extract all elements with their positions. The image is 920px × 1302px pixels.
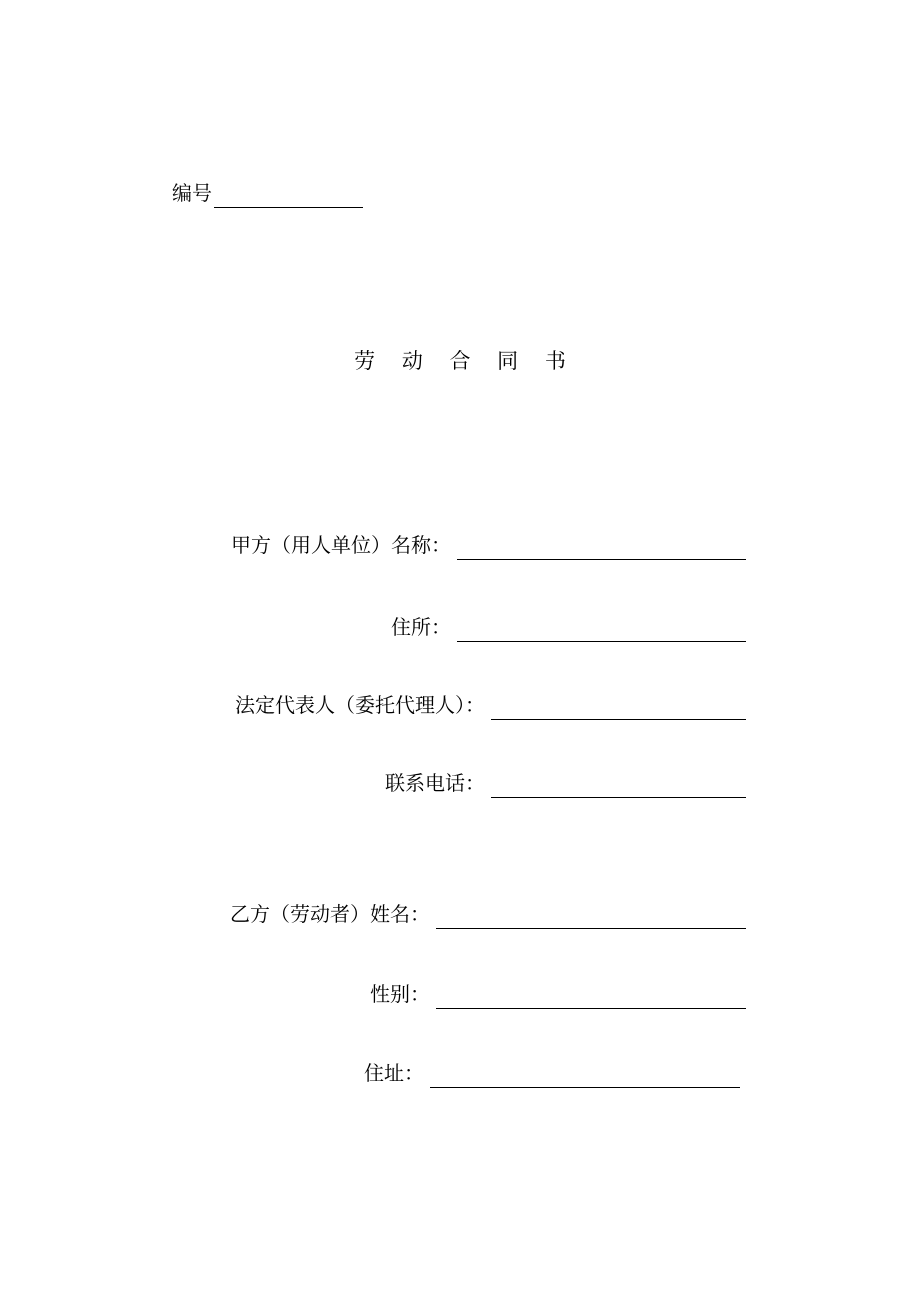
party-a-phone-label: 联系电话： — [385, 771, 485, 795]
party-b-gender-label: 性别： — [370, 982, 430, 1006]
party-b-gender-field — [150, 979, 746, 1009]
party-a-phone-field — [150, 768, 746, 798]
serial-number-blank[interactable] — [214, 185, 363, 208]
party-a-address-field — [150, 612, 746, 642]
party-a-name-label: 甲方（用人单位）名称： — [231, 533, 451, 557]
party-b-name-label: 乙方（劳动者）姓名： — [230, 902, 430, 926]
party-a-name-field — [150, 530, 746, 560]
party-a-phone-blank[interactable] — [491, 775, 746, 798]
serial-number-label: 编号 — [172, 181, 212, 205]
document-title: 劳 动 合 同 书 — [354, 349, 576, 373]
party-a-name-blank[interactable] — [457, 537, 746, 560]
party-b-address-field — [150, 1058, 740, 1088]
party-a-address-blank[interactable] — [457, 619, 746, 642]
party-b-gender-blank[interactable] — [436, 986, 746, 1009]
party-a-address-label: 住所： — [391, 615, 451, 639]
party-b-name-field — [150, 899, 746, 929]
serial-number-field — [172, 178, 363, 208]
party-a-legal-rep-blank[interactable] — [491, 697, 746, 720]
party-b-address-blank[interactable] — [430, 1065, 740, 1088]
party-a-legal-rep-field — [150, 690, 746, 720]
party-a-legal-rep-label: 法定代表人（委托代理人）： — [235, 693, 485, 717]
party-b-address-label: 住址： — [364, 1061, 424, 1085]
party-b-name-blank[interactable] — [436, 906, 746, 929]
